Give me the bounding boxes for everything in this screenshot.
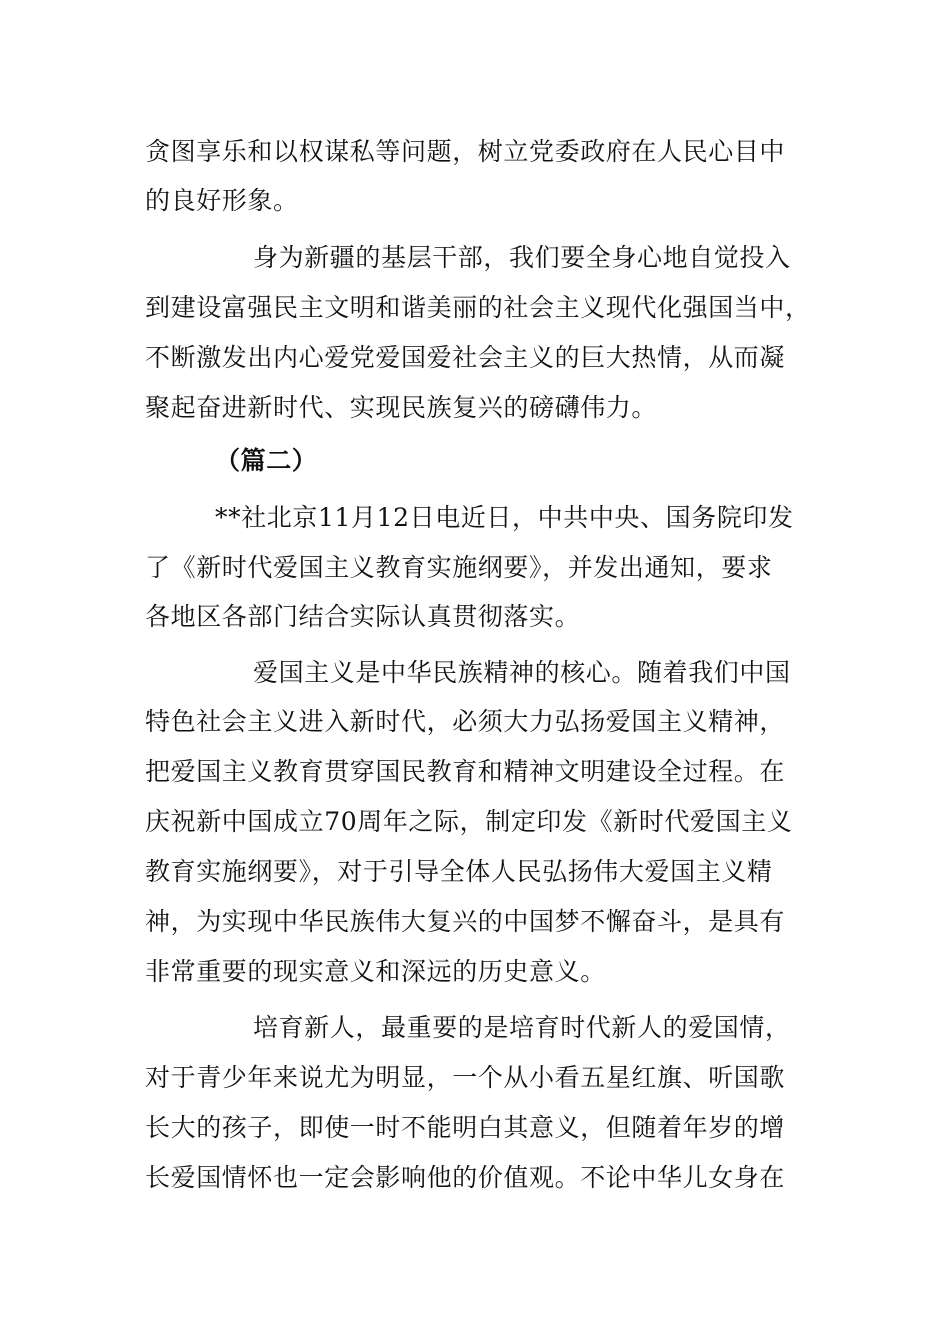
text-line: 非常重要的现实意义和深远的历史意义。 [145, 957, 606, 986]
heading-text: （篇二） [215, 446, 318, 475]
text-line: 把爱国主义教育贯穿国民教育和精神文明建设全过程。在 [145, 757, 786, 786]
text-line: 对于青少年来说尤为明显，一个从小看五星红旗、听国歌 [145, 1063, 786, 1092]
text-line: 的良好形象。 [145, 186, 299, 215]
text-line: 神，为实现中华民族伟大复兴的中国梦不懈奋斗，是具有 [145, 907, 786, 936]
text-line: 到建设富强民主文明和谐美丽的社会主义现代化强国当中， [145, 293, 811, 322]
text-line: 身为新疆的基层干部，我们要全身心地自觉投入 [253, 243, 791, 272]
text-line: 了《新时代爱国主义教育实施纲要》，并发出通知，要求 [145, 553, 773, 582]
text-line: 长爱国情怀也一定会影响他的价值观。不论中华儿女身在 [145, 1163, 786, 1192]
text-line: 庆祝新中国成立70周年之际，制定印发《新时代爱国主义 [145, 807, 793, 836]
text-line: 聚起奋进新时代、实现民族复兴的磅礴伟力。 [145, 393, 658, 422]
text-line: 不断激发出内心爱党爱国爱社会主义的巨大热情，从而凝 [145, 343, 786, 372]
text-line: **社北京11月12日电近日，中共中央、国务院印发 [215, 503, 794, 532]
text-line: 长大的孩子，即使一时不能明白其意义，但随着年岁的增 [145, 1113, 786, 1142]
text-line: 贪图享乐和以权谋私等问题，树立党委政府在人民心目中 [145, 137, 786, 166]
text-line: 特色社会主义进入新时代，必须大力弘扬爱国主义精神， [145, 707, 786, 736]
text-line: 各地区各部门结合实际认真贯彻落实。 [145, 602, 581, 631]
text-line: 爱国主义是中华民族精神的核心。随着我们中国 [253, 658, 791, 687]
text-line: 教育实施纲要》，对于引导全体人民弘扬伟大爱国主义精 [145, 857, 773, 886]
text-line: 培育新人，最重要的是培育时代新人的爱国情， [253, 1013, 791, 1042]
